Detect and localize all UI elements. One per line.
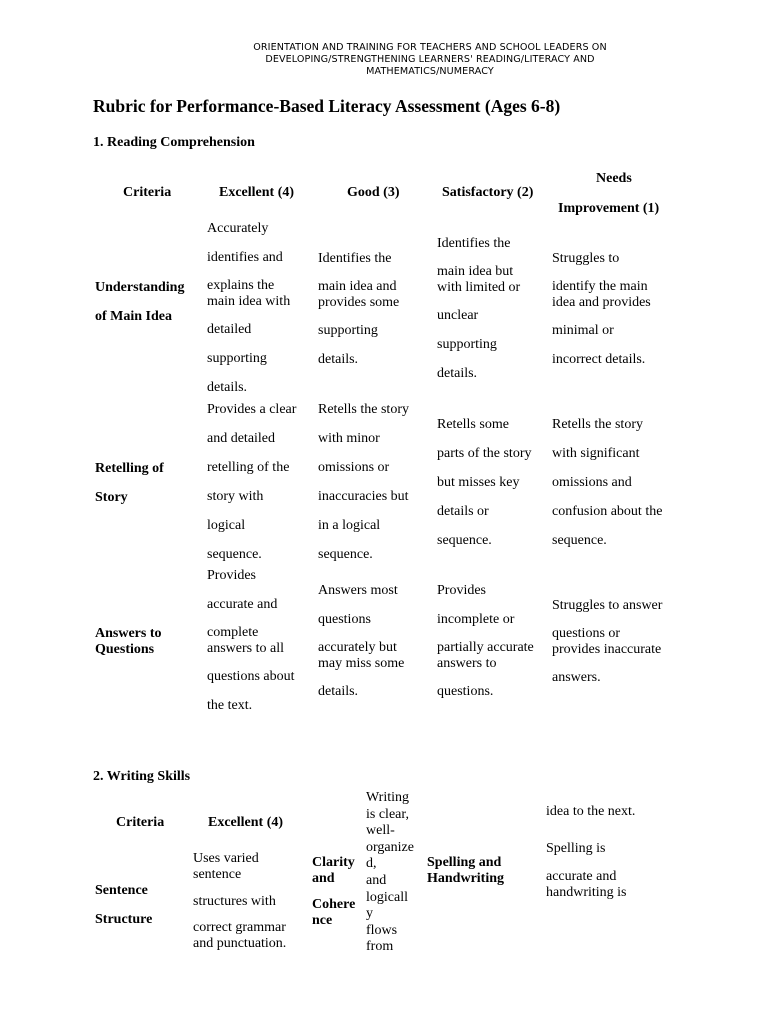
cell-line: Struggles to answer <box>552 598 663 613</box>
cell-line: Uses varied <box>193 851 259 866</box>
cell-answers-needs <box>552 591 662 692</box>
cell-line: main idea but <box>437 264 514 279</box>
cell-line: details. <box>318 684 359 699</box>
cell-line: logical <box>207 518 246 533</box>
cell-line: identify the main <box>552 279 648 294</box>
cell-line: sentence <box>193 867 242 882</box>
column-header-criteria: Criteria <box>123 185 172 200</box>
cell-line: accurate and <box>546 869 617 884</box>
cell-line: confusion about the <box>552 504 663 519</box>
cell-answers-good <box>318 576 404 706</box>
column-header-satisfactory: Satisfactory (2) <box>442 185 534 200</box>
cell-line: idea and provides <box>552 295 651 310</box>
header-line-2: DEVELOPING/STRENGTHENING LEARNERS' READING/LITERACY AND <box>265 54 595 65</box>
cell-spelling-text <box>546 797 635 901</box>
cell-line: Spelling is <box>546 841 606 856</box>
criteria-line: of Main Idea <box>95 309 172 324</box>
cell-line: questions about <box>207 669 295 684</box>
cell-line: details. <box>437 366 478 381</box>
column-header-excellent: Excellent (4) <box>219 185 295 200</box>
cell-line: supporting <box>207 351 267 366</box>
cell-line: supporting <box>437 337 497 352</box>
criteria-line: Sentence <box>95 883 148 898</box>
cell-line: omissions and <box>552 475 632 490</box>
cell-line: unclear <box>437 308 479 323</box>
cell-line: well- <box>366 823 395 839</box>
cell-line: idea to the next. <box>546 804 636 819</box>
cell-line: Accurately <box>207 221 269 236</box>
cell-line: answers to <box>437 656 497 671</box>
cell-line: omissions or <box>318 460 390 475</box>
criteria-line: Understanding <box>95 280 185 295</box>
cell-line: Answers most <box>318 583 398 598</box>
page-title: Rubric for Performance-Based Literacy Assessment (Ages 6-8) <box>93 96 561 116</box>
cell-main-idea-satisfactory <box>437 229 520 388</box>
cell-line: the text. <box>207 698 253 713</box>
cell-line: with minor <box>318 431 380 446</box>
cell-line: details. <box>318 352 359 367</box>
criteria-line: Answers to <box>95 626 162 641</box>
criteria-line: Story <box>95 490 128 505</box>
row-criteria-spelling <box>427 855 504 887</box>
column-header-criteria-writing: Criteria <box>116 815 165 830</box>
criteria-line: Structure <box>95 912 153 927</box>
cell-line: parts of the story <box>437 446 532 461</box>
cell-line: supporting <box>318 323 378 338</box>
cell-line: provides some <box>318 295 400 310</box>
cell-line: answers. <box>552 670 601 685</box>
cell-line: details or <box>437 504 489 519</box>
cell-line: details. <box>207 380 248 395</box>
cell-line: and detailed <box>207 431 276 446</box>
cell-line: retelling of the <box>207 460 290 475</box>
cell-line: is clear, <box>366 806 409 822</box>
cell-line: partially accurate <box>437 640 534 655</box>
criteria-line: Spelling and <box>427 855 502 870</box>
cell-line: incomplete or <box>437 612 515 627</box>
cell-line: flows <box>366 922 398 938</box>
section-heading-reading: 1. Reading Comprehension <box>93 135 255 150</box>
cell-main-idea-needs <box>552 244 651 374</box>
row-criteria-main-idea <box>95 273 184 331</box>
cell-line: answers to all <box>207 641 284 656</box>
cell-line: questions <box>318 612 371 627</box>
cell-line: may miss some <box>318 656 405 671</box>
header-line-3: MATHEMATICS/NUMERACY <box>366 66 494 77</box>
cell-line: inaccuracies but <box>318 489 409 504</box>
document-header <box>200 42 660 78</box>
cell-line: Retells the story <box>552 417 643 432</box>
header-line-1: ORIENTATION AND TRAINING FOR TEACHERS AND SCHOOL LEADERS ON <box>253 42 607 53</box>
cell-line: detailed <box>207 322 252 337</box>
row-criteria-retelling <box>95 454 164 512</box>
cell-line: but misses key <box>437 475 520 490</box>
cell-line: d, <box>366 856 377 872</box>
cell-main-idea-good <box>318 244 399 374</box>
cell-answers-satisfactory <box>437 576 534 706</box>
cell-line: Provides a clear <box>207 402 297 417</box>
cell-retelling-good <box>318 395 409 569</box>
cell-line: with significant <box>552 446 640 461</box>
cell-line: incorrect details. <box>552 352 646 367</box>
cell-line: Provides <box>437 583 486 598</box>
cell-main-idea-excellent <box>207 214 290 402</box>
criteria-line: and <box>312 871 335 886</box>
row-criteria-answers <box>95 626 162 658</box>
row-criteria-sentence-structure <box>95 876 152 934</box>
cell-line: sequence. <box>318 547 373 562</box>
cell-line: main idea with <box>207 294 291 309</box>
column-header-excellent-writing: Excellent (4) <box>208 815 284 830</box>
cell-line: questions or <box>552 626 621 641</box>
cell-line: sequence. <box>437 533 492 548</box>
cell-line: structures with <box>193 894 276 909</box>
cell-line: Writing <box>366 790 409 805</box>
cell-retelling-satisfactory <box>437 410 531 555</box>
cell-line: minimal or <box>552 323 614 338</box>
cell-line: and punctuation. <box>193 936 287 951</box>
cell-line: handwriting is <box>546 885 627 900</box>
cell-line: explains the <box>207 278 275 293</box>
cell-line: questions. <box>437 684 494 699</box>
cell-retelling-needs <box>552 410 662 555</box>
criteria-line: Handwriting <box>427 871 505 886</box>
criteria-line: Cohere <box>312 897 356 912</box>
cell-line: in a logical <box>318 518 381 533</box>
criteria-line: nce <box>312 913 333 928</box>
cell-line: sequence. <box>207 547 262 562</box>
section-heading-writing: 2. Writing Skills <box>93 769 191 784</box>
cell-line: Retells the story <box>318 402 409 417</box>
cell-answers-excellent <box>207 561 295 720</box>
cell-line: Provides <box>207 568 256 583</box>
cell-line: Retells some <box>437 417 509 432</box>
column-header-needs-line1: Needs <box>596 171 632 186</box>
cell-line: complete <box>207 625 259 640</box>
cell-sentence-excellent <box>193 851 286 952</box>
cell-line: correct grammar <box>193 920 286 935</box>
cell-line: provides inaccurate <box>552 642 662 657</box>
cell-line: y <box>366 906 373 922</box>
cell-line: sequence. <box>552 533 607 548</box>
cell-line: accurately but <box>318 640 397 655</box>
cell-line: organize <box>366 839 414 855</box>
column-header-good: Good (3) <box>347 185 400 200</box>
cell-line: story with <box>207 489 264 504</box>
cell-line: logicall <box>366 889 408 905</box>
cell-clarity-text <box>366 790 414 956</box>
cell-line: and <box>366 872 387 888</box>
cell-line: Identifies the <box>318 251 392 266</box>
cell-line: from <box>366 939 394 955</box>
cell-retelling-excellent <box>207 395 296 569</box>
cell-line: identifies and <box>207 250 283 265</box>
cell-line: with limited or <box>437 280 521 295</box>
column-header-needs-line2: Improvement (1) <box>558 201 660 216</box>
criteria-line: Clarity <box>312 855 355 870</box>
cell-line: main idea and <box>318 279 397 294</box>
cell-line: Struggles to <box>552 251 620 266</box>
criteria-line: Questions <box>95 642 155 657</box>
row-criteria-clarity <box>312 855 355 929</box>
criteria-line: Retelling of <box>95 461 164 476</box>
cell-line: Identifies the <box>437 236 511 251</box>
cell-line: accurate and <box>207 597 278 612</box>
